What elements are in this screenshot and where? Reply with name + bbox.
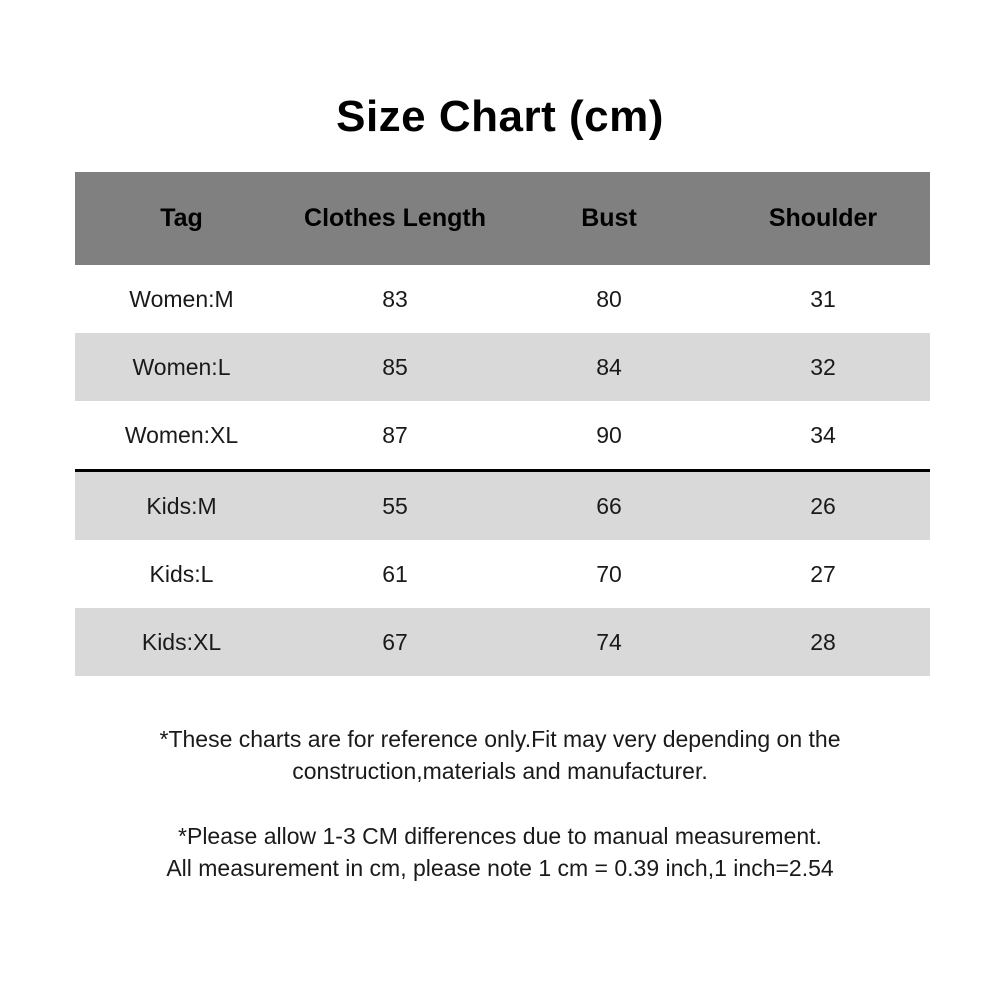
header-tag: Tag [75,172,288,265]
cell-bust: 84 [502,333,716,401]
cell-bust: 80 [596,285,622,312]
reference-note [0,723,1000,787]
table-header-row [75,172,930,265]
cell-bust: 90 [596,421,622,448]
cell-tag: Kids:L [149,560,214,587]
cell-length: 87 [382,421,408,448]
cell-tag: Women:XL [124,421,239,448]
cell-bust: 74 [502,608,716,676]
reference-note-line: *These charts are for reference only.Fit may very depending on the [159,726,841,752]
cell-tag: Kids:XL [75,608,288,676]
header-bust: Bust [502,172,716,265]
table-row [75,608,930,676]
table-row [75,471,930,541]
cell-shoulder: 28 [716,608,930,676]
cell-shoulder: 32 [716,333,930,401]
table-row [75,540,930,608]
cell-shoulder: 26 [716,471,930,541]
reference-note-line: construction,materials and manufacturer. [292,758,708,784]
cell-tag: Women:M [129,285,234,312]
cell-length: 83 [382,285,408,312]
measurement-note [0,820,1000,884]
cell-bust: 66 [502,471,716,541]
table-row [75,333,930,401]
cell-tag: Kids:M [75,471,288,541]
table-row [75,265,930,333]
cell-length: 67 [288,608,502,676]
table-row [75,401,930,471]
measurement-note-line: *Please allow 1-3 CM differences due to manual measurement. [178,823,822,849]
header-shoulder: Shoulder [716,172,930,265]
cell-shoulder: 27 [810,560,836,587]
size-table [75,172,930,676]
header-clothes-length: Clothes Length [288,172,502,265]
page-title: Size Chart (cm) [336,92,664,141]
cell-bust: 70 [596,560,622,587]
cell-shoulder: 34 [810,421,836,448]
cell-length: 85 [288,333,502,401]
cell-shoulder: 31 [810,285,836,312]
cell-length: 55 [288,471,502,541]
measurement-note-line: All measurement in cm, please note 1 cm = 0.39 inch,1 inch=2.54 [166,855,834,881]
cell-tag: Women:L [75,333,288,401]
cell-length: 61 [382,560,408,587]
